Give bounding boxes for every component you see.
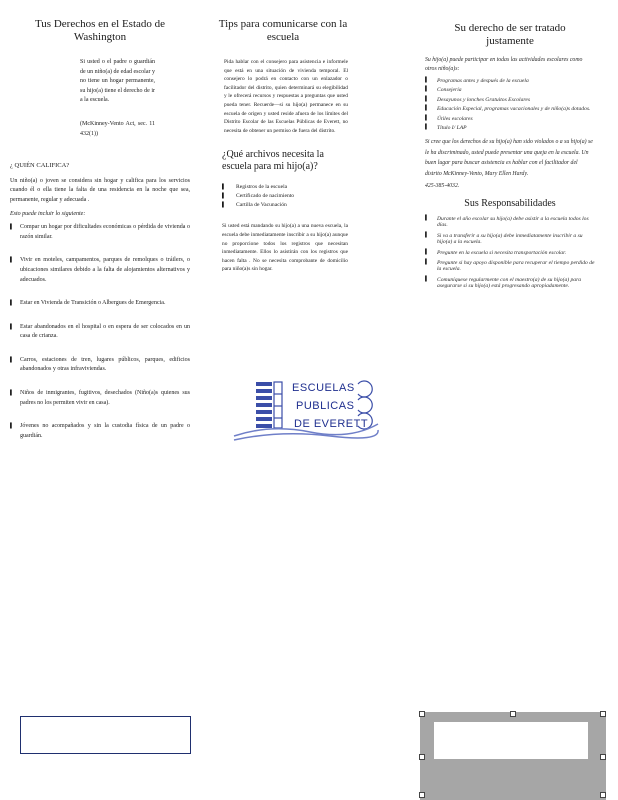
list-item: ▌ Pregunte en la escuela si necesita transportación escolar. bbox=[425, 250, 595, 256]
list-item: ▌ Comuníquese regularmente con el maestro(a) de su hijo(a) para asegurarse si su hijo(a) está progresando apropiadamente. bbox=[425, 277, 595, 290]
list-item: ▌ Jóvenes no acompañados y sin la custodia física de un padre o guardián. bbox=[10, 422, 190, 441]
selection-handle[interactable] bbox=[419, 754, 425, 760]
list-item: ▌ Pregunte si hay apoyo disponible para recuperar el tiempo perdido de la escuela. bbox=[425, 260, 595, 273]
quote-ref: (McKinney-Vento Act, sec. 11 432(1)) bbox=[80, 120, 155, 137]
list-item: ▌ Certificado de nacimiento bbox=[222, 192, 348, 201]
quote-text: Si usted o el padre o guardián de un niño(a) de edad escolar y no tiene un hogar permanente, su hijo(a) tiene el derecho de ir a la escuela. bbox=[80, 59, 155, 104]
list-item: ▌ Estar abandonados en el hospital o en espera de ser colocados en un casa de crianza. bbox=[10, 323, 190, 342]
who-qualifies-heading: ¿ QUIÉN CALIFICA? bbox=[10, 162, 70, 170]
activities-list bbox=[425, 78, 595, 131]
selection-handle[interactable] bbox=[600, 754, 606, 760]
qualifies-list bbox=[10, 223, 190, 441]
activities-intro: Su hijo(a) puede participar en todas las actividades escolares como otros niño(a)s: bbox=[425, 57, 583, 72]
list-item: ▌ Educación Especial, programas vacacionales y de niño(a)s dotados. bbox=[425, 106, 595, 112]
selection-handle[interactable] bbox=[419, 711, 425, 717]
column-tips bbox=[218, 0, 348, 274]
list-item: ▌ Carros, estaciones de tren, lugares públicos, parques, edificios abandonados y otras infraviviendas. bbox=[10, 356, 190, 375]
list-item: ▌ Niños de inmigrantes, fugitivos, desechados (Niño(a)s quienes sus padres no los permiten vivir en casa). bbox=[10, 389, 190, 408]
responsibilities-list bbox=[425, 216, 595, 290]
list-item: ▌ Vivir en moteles, campamentos, parques de remolques o tráilers, o ubicaciones similares debido a la falta de alojamientos alternativos y adecuados. bbox=[10, 256, 190, 285]
list-item: ▌ Útiles escolares bbox=[425, 116, 595, 122]
qualifies-intro: Un niño(a) o joven se considera sin hogar y califica para los servicios cuando él o ella tiene la falta de una residencia en la noche que sea, permanente, regular y adecuada . bbox=[10, 177, 190, 203]
list-item: ▌ Consejería bbox=[425, 87, 595, 93]
list-item: ▌ Desayunos y lonches Gratuitos Escolares bbox=[425, 97, 595, 103]
responsibilities-heading: Sus Responsabilidades bbox=[464, 197, 556, 209]
list-item: ▌ Registros de la escuela bbox=[222, 183, 348, 192]
mailing-label bbox=[434, 722, 588, 759]
fair-treatment-title: Su derecho de ser tratado justamente bbox=[454, 22, 566, 47]
list-item: ▌ Título I/ LAP bbox=[425, 125, 595, 131]
logo-line-2: PUBLICAS bbox=[296, 400, 355, 412]
records-list bbox=[222, 183, 348, 210]
selection-handle[interactable] bbox=[510, 711, 516, 717]
complaint-text: Si cree que los derechos de su hijo(a) han sido violados o a su hijo(a) se le ha discriminado, usted puede presentar una queja en la escuela. Un buen lugar para buscar asistencia es hablar con el facilitador del distrito McKinney-Vento, Mary Ellen Hardy. bbox=[425, 139, 593, 177]
records-body: Si usted está mandando su hijo(a) a una nueva escuela, la escuela debe inmediatamente inscribir a su hijo(a) aunque no proporcione todos los registros que necesitan inmediatamente. Ellos lo asistirán con los registros que hacen falta . No se necesita comprobante de domicilio para niño(a)s sin hogar. bbox=[222, 223, 348, 273]
list-item: ▌ Estar en Vivienda de Transición o Albergues de Emergencia. bbox=[10, 299, 190, 309]
list-item: ▌ Compar un hogar por dificultades económicas o pérdida de vivienda o razón similar. bbox=[10, 223, 190, 242]
selection-handle[interactable] bbox=[600, 792, 606, 798]
rights-title: Tus Derechos en el Estado de Washington bbox=[34, 18, 166, 43]
list-item: ▌ Si va a transferir a su hijo(a) debe inmediatamente inscribir a su hijo(a) a la escuela. bbox=[425, 233, 595, 246]
column-fair-treatment bbox=[425, 0, 595, 290]
list-item: ▌ Programas antes y después de la escuela bbox=[425, 78, 595, 84]
column-rights bbox=[10, 0, 190, 441]
tips-title: Tips para comunicarse con la escuela bbox=[218, 18, 348, 43]
may-include-subheading: Esto puede incluir lo siguiente: bbox=[10, 210, 86, 217]
logo-line-3: DE EVERETT bbox=[294, 418, 369, 430]
logo-line-1: ESCUELAS bbox=[292, 382, 355, 394]
selection-handle[interactable] bbox=[419, 792, 425, 798]
list-item: ▌ Cartilla de Vacunación bbox=[222, 201, 348, 210]
tips-body: Pida hablar con el consejero para asistencia e informele que está en una situación de vivienda temporal. El consejero lo podrá en contacto con un enlazador o facilitador del distrito, quien determinará su elegibilidad y le ofrecerá recursos y respuestas a preguntas que usted pueda tener. Recuerde—si su hijo(a) permanece en su escuela de origen y usted reside afuera de los límites del Distrito Escolar de las Escuelas Públicas de Everett, no necesita de obtener un permiso de fuera del distrito. bbox=[224, 59, 348, 134]
quote-block bbox=[80, 58, 155, 139]
records-heading: ¿Qué archivos necesita la escuela para mi hijo(a)? bbox=[222, 149, 324, 173]
address-box bbox=[20, 716, 191, 754]
selection-handle[interactable] bbox=[600, 711, 606, 717]
list-item: ▌ Durante el año escolar su hijo(a) debe asistir a la escuela todos los días. bbox=[425, 216, 595, 229]
district-logo bbox=[230, 376, 380, 446]
phone-number: 425-385-4032. bbox=[425, 183, 460, 190]
